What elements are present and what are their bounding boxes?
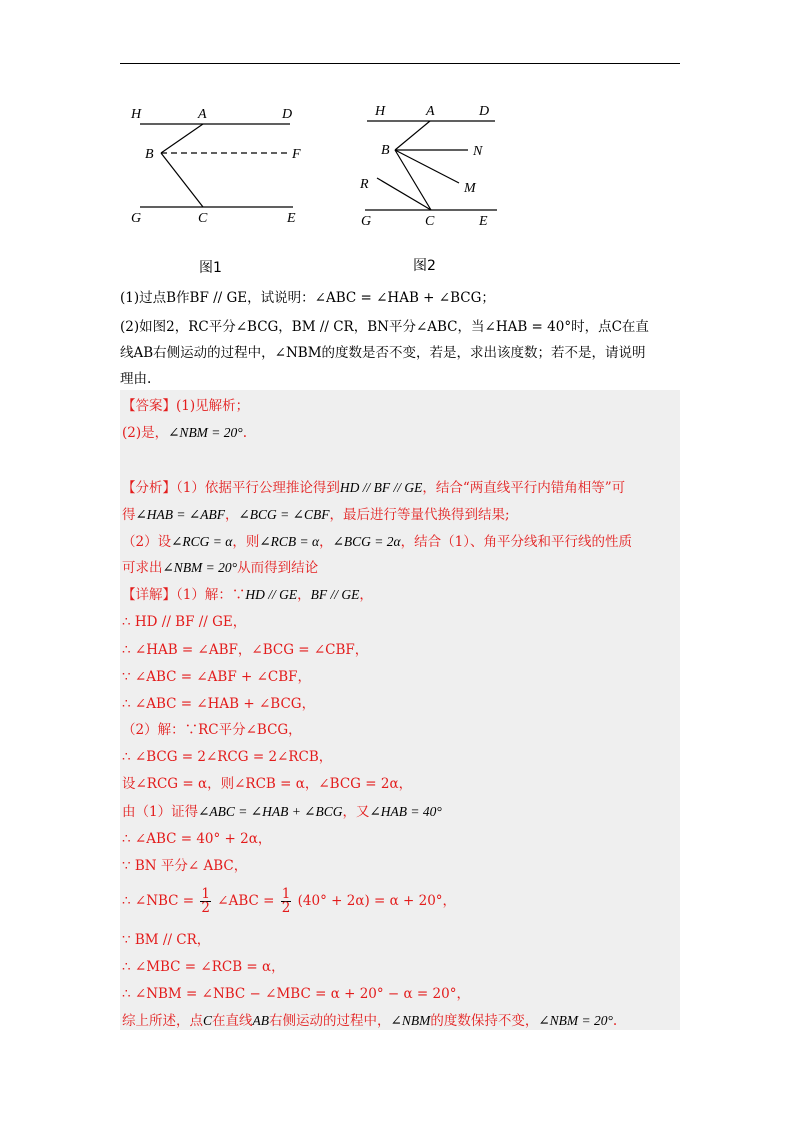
detail-math: ∠NBM = 20° <box>538 1013 613 1028</box>
detail-text: 综上所述，点 <box>122 1013 203 1029</box>
label-d: D <box>282 107 293 122</box>
analysis-line-2 <box>122 505 678 525</box>
analysis-text: ，则 <box>232 534 260 550</box>
analysis-math: ∠RCG = α <box>171 534 233 549</box>
analysis-math: ∠BCG = ∠CBF <box>238 507 330 522</box>
detail-line-6 <box>122 720 678 740</box>
analysis-line-1 <box>122 478 678 498</box>
analysis-text: 从而得到结论 <box>237 560 319 576</box>
detail-text: RC平分∠BCG， <box>198 722 302 738</box>
detail-text: (40° + 2α) = α + 20°， <box>297 893 457 909</box>
detail-text: ，又 <box>342 804 370 820</box>
detail-line-10: ∴ ∠ABC = 40° + 2α， <box>122 831 272 847</box>
question-part-2-line-3: 理由. <box>120 371 152 387</box>
question-part-1: (1)过点B作BF // GE，试说明：∠ABC = ∠HAB + ∠BCG； <box>120 290 495 306</box>
analysis-text: ，结合“两直线平行内错角相等”可 <box>422 480 626 496</box>
question-part-2-line-1: (2)如图2，RC平分∠BCG，BM // CR，BN平分∠ABC，当∠HAB = 40°时，点C在直 <box>120 319 649 335</box>
analysis-text: 可求出 <box>122 560 163 576</box>
figure-2-caption: 图2 <box>413 258 436 274</box>
label-r: R <box>360 177 369 192</box>
analysis-math: ∠NBM = 20° <box>162 560 238 575</box>
detail-math: HD // GE <box>245 587 298 602</box>
detail-line-7: ∴ ∠BCG = 2∠RCG = 2∠RCB， <box>122 749 333 765</box>
detail-text: 右侧运动的过程中， <box>269 1013 391 1029</box>
detail-line-3: ∴ ∠HAB = ∠ABF，∠BCG = ∠CBF， <box>122 642 369 658</box>
label-a: A <box>426 104 435 119</box>
analysis-line-3 <box>122 532 678 552</box>
detail-line-16 <box>122 1011 678 1031</box>
fraction-one-half <box>200 888 211 915</box>
line-rc <box>377 178 431 210</box>
analysis-text: ， <box>224 507 239 523</box>
detail-text: ，则 <box>207 776 235 792</box>
label-a: A <box>198 107 207 122</box>
label-c: C <box>198 211 208 226</box>
detail-line-5: ∴ ∠ABC = ∠HAB + ∠BCG， <box>122 696 316 712</box>
analysis-text: （2）设 <box>122 534 172 550</box>
analysis-text: ，结合（1）、角平分线和平行线的性质 <box>400 534 632 550</box>
label-f: F <box>292 147 301 162</box>
analysis-text: ， <box>319 534 333 550</box>
label-n: N <box>473 144 483 159</box>
label-b: B <box>145 147 154 162</box>
detail-text: ∠RCB = α <box>234 776 305 792</box>
detail-line-4: ∵ ∠ABC = ∠ABF + ∠CBF， <box>122 669 312 685</box>
detail-text: ∴ ∠NBC = <box>122 893 195 909</box>
detail-math: ∠HAB = 40° <box>369 804 442 819</box>
label-d: D <box>479 104 490 119</box>
answer-part-2-suffix: . <box>242 425 247 441</box>
label-b: B <box>381 143 390 158</box>
fraction-denominator: 2 <box>201 900 210 916</box>
detail-text: 【详解】（1）解：∵ <box>122 587 246 603</box>
analysis-line-4 <box>122 558 678 578</box>
detail-line-1 <box>122 585 678 605</box>
analysis-text: 【分析】（1）依据平行公理推论得到 <box>122 480 340 496</box>
detail-text: ， <box>398 776 413 792</box>
label-m: M <box>464 181 476 196</box>
fraction-denominator: 2 <box>281 900 291 916</box>
analysis-math: ∠HAB = ∠ABF <box>135 507 225 522</box>
detail-math: AB <box>252 1013 270 1028</box>
analysis-math: ∠BCG = 2α <box>332 534 401 549</box>
label-g: G <box>361 214 372 229</box>
detail-line-15: ∴ ∠NBM = ∠NBC − ∠MBC = α + 20° − α = 20°， <box>122 986 470 1002</box>
detail-line-11: ∵ BN 平分∠ ABC， <box>122 858 248 874</box>
label-c: C <box>425 214 435 229</box>
figure-1-caption: 图1 <box>199 260 222 276</box>
analysis-text: ，最后进行等量代换得到结果; <box>329 507 510 523</box>
figure-2 <box>355 98 505 230</box>
detail-text: 在直线 <box>212 1013 253 1029</box>
detail-line-8 <box>122 774 678 794</box>
detail-text: ， <box>359 587 373 603</box>
figure-1 <box>125 100 310 230</box>
detail-line-13: ∵ BM // CR， <box>122 932 211 948</box>
label-g: G <box>131 211 142 226</box>
fraction-numerator: 1 <box>281 886 291 902</box>
detail-text: 由（1）证得 <box>122 804 199 820</box>
label-h: H <box>375 104 386 119</box>
detail-line-12 <box>122 888 678 915</box>
detail-text: ， <box>304 776 319 792</box>
answer-part-2-math: ∠NBM = 20° <box>168 425 243 440</box>
fraction-numerator: 1 <box>201 886 210 902</box>
detail-line-9 <box>122 802 678 822</box>
line-bc <box>161 153 203 207</box>
detail-math: ∠ABC = ∠HAB + ∠BCG <box>198 804 343 819</box>
label-e: E <box>479 214 488 229</box>
detail-math: BF // GE <box>310 587 360 602</box>
answer-part-2 <box>122 423 678 443</box>
answer-label: 【答案】(1)见解析； <box>122 398 250 414</box>
label-h: H <box>131 107 142 122</box>
question-part-2-line-2: 线AB右侧运动的过程中，∠NBM的度数是否不变，若是，求出该度数；若不是，请说明 <box>120 345 646 361</box>
detail-text: ∠RCG = α <box>135 776 208 792</box>
fraction-one-half <box>281 888 292 915</box>
line-ab <box>395 121 430 150</box>
header-rule <box>120 63 680 64</box>
line-ab <box>161 124 203 153</box>
detail-line-14: ∴ ∠MBC = ∠RCB = α， <box>122 959 285 975</box>
detail-math: ∠NBM <box>390 1013 431 1028</box>
detail-text: ， <box>297 587 311 603</box>
label-e: E <box>287 211 296 226</box>
analysis-text: 得 <box>122 507 136 523</box>
detail-text: （2）解：∵ <box>122 722 199 738</box>
detail-math: C <box>203 1013 213 1028</box>
detail-line-2: ∴ HD // BF // GE， <box>122 614 247 630</box>
detail-text: ∠BCG = 2α <box>318 776 399 792</box>
detail-text: 的度数保持不变， <box>430 1013 539 1029</box>
analysis-math: HD // BF // GE <box>339 480 423 495</box>
detail-text: ∠ABC = <box>217 893 275 909</box>
detail-text: . <box>612 1013 618 1029</box>
detail-text: 设 <box>122 776 136 792</box>
analysis-math: ∠RCB = α <box>259 534 320 549</box>
answer-part-2-prefix: (2)是， <box>122 425 169 441</box>
